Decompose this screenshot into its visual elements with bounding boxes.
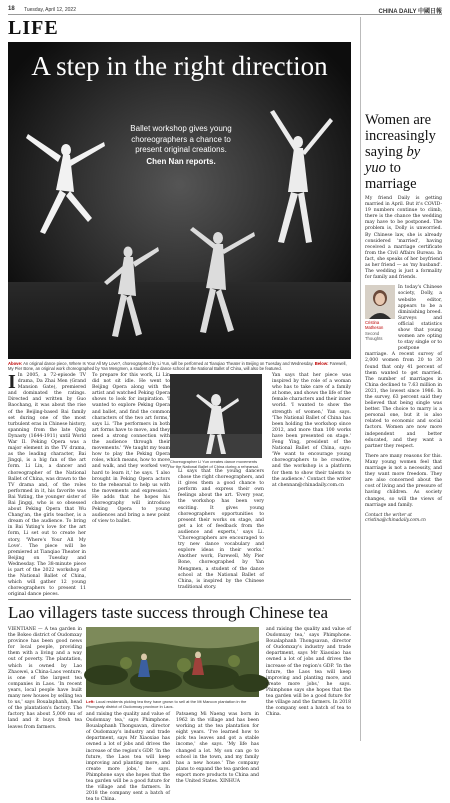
drop-cap: I	[8, 371, 16, 393]
tea-caption-text: Local residents picking tea they have grown to sell at the Mt Mancon plantation in the Phongsaly district of Oudomxay province in Laos.	[86, 699, 247, 709]
article-col4-text: Yan says that her piece was inspired by the role of a woman who has to take care of a family at home, and shows the life of the female characters and their inner world. 'I wanted to show the strength of women,' Yan says. 'The National Ballet of China has been holding the workshop since 2012, and more than 100 works have been presented on stage.' Feng Ying, president of the National Ballet of China, says: 'We want to encourage young choreographers to be creative, and the workshop is a platform for them to show their talents to the audience.' Contact the writer at chennan@chinadaily.com.cn	[272, 373, 351, 488]
caption-text-below: Farewell, My Pier Bone, an original work choreographed by Yan Mengmen, a student of the dance school at the National Ballet of China, will also be featured.	[8, 361, 347, 372]
author-name: Cristina Matheson	[365, 320, 384, 331]
section-title: LIFE	[8, 17, 59, 39]
tea-column-4	[266, 627, 351, 741]
choreographer-caption: Choreographer Li Yun creates dance movements for the National Ballet of China during a rehearsal.	[170, 459, 259, 469]
feature-deck	[126, 124, 236, 167]
tea-col4-text: and raising the quality and value of Oudomxay tea,' says Phimphone. Boualaphanh Thongsavan, director of Oudomxay's industry and trade department, says Mr Xiaoxiao has owned a lot of jobs and drives the increase of the region's GDP. 'In the future, the Laos tea will keep improving and planting more, and create more jobs,' he says. Phimphone says she hopes that the tea garden will be a good future for the village and the farmers. In 2018 the company sent a batch of tea to China.	[266, 627, 351, 718]
choreographer-illustration	[170, 374, 262, 458]
sidebar-headline	[365, 112, 442, 192]
article-col1-text: In 2005, a 72-episode TV drama, Da Zhai Men (Grand Mansion Gate), premiered and dominated the ratings. Directed and written by Guo Baochang, it was about the rise of the Beijing-based Bai family set during one of the most turbulent eras in Chinese history, spanning from the late Qing Dynasty (1644-1911) until World War II. Peking Opera was a major element in the TV drama, as the leading character, Bai Jingqi, is a big fan of the art form. Li Lin, a dancer and choreographer of the National Ballet of China, was drawn to the TV drama and, of the roles performed in it, his favorite was Bai Yuting, the younger sister of Bai Jingqi, who is so obsessed about Peking Opera that Wu Chang'an, the girls teacher, is a dream of the audience. To bring in Bai Yuting's love for the art form, Li set out to create her story, 'Where's Your All My Love'. The piece will be premiered at Tianqiao Theater in Beijing on Tuesday and Wednesday. The 38-minute piece is part of the 2022 workshop of the National Ballet of China, which will gather 12 young choreographers to present 11 original dance pieces.	[8, 373, 86, 598]
sidebar-body-block	[365, 285, 442, 450]
author-portrait-illustration	[365, 285, 395, 319]
story-divider	[8, 599, 351, 600]
tea-column-3: Patsaeng Mi Naeng was born in 1962 in the village and has been working at the tea plantation for eight years. 'I've learned how to pick tea leaves and got a stable income,' she says. 'My life has changed a lot. My son can go to school in the town, and my family has a new house.' The company plans to expand the tea garden and export more products to China and the United States. XINHUA	[176, 712, 259, 785]
author-photo	[365, 285, 395, 319]
sidebar-headline-b: by yuo	[365, 144, 421, 176]
deck-text: Ballet workshop gives young choreographers a chance to present original creations.	[130, 124, 232, 154]
choreographer-photo	[170, 374, 262, 458]
masthead: CHINA DAILY 中國日報	[378, 9, 442, 15]
sidebar-body-3: There are many reasons for this. Many young women feel that marriage is not a necessity, and they want more freedom. They are also concerned about the cost of living and the pressure of having children. As society changes, so will the views of marriage and family.	[365, 453, 442, 508]
page-header	[8, 5, 442, 15]
issue-date: Tuesday, April 12, 2022	[24, 7, 76, 13]
sidebar-headline-c: to marriage	[365, 160, 417, 192]
opinion-sidebar	[360, 17, 442, 741]
byline: Chen Nan reports.	[146, 156, 216, 166]
caption-label-below: Below:	[314, 361, 329, 366]
article-column-4	[272, 373, 351, 599]
sidebar-contact: Contact the writer at cristina@chinadaily.com.cn	[365, 512, 426, 524]
caption-text-above: An original dance piece, Where Is Your All My Love?, choreographed by Li Yun, will be performed at Tianqiao Theater in Beijing on Tuesday and Wednesday.	[23, 361, 314, 366]
page-number: 18	[8, 6, 15, 12]
tea-column-1: VIENTIANE — A tea garden in the Bokeo district of Oudomxay province has been good news for local people, providing them with a living and a way out of poverty. The plantation, which is owned by Lao Zhaowei, a China-Laos venture, is one of the largest tea companies in Laos. 'In recent years, local people have built many new houses by selling tea to us,' says Boualaphanh, head of the plantation's factory. The factory has about 5,000 mu of land and it buys fresh tea leaves from farmers.	[8, 627, 82, 730]
sidebar-headline-a: Women are increasingly saying	[365, 112, 436, 160]
article-column-2	[92, 373, 170, 599]
article-col2-text: To prepare for this work, Li Lin did not sit idle. He went to Beijing Opera along with the artist and watched Peking Opera shows to look for inspiration. 'I wanted to explore Peking Opera and ballet, and find the common characters of the two art forms,' says Li. 'The performers in both art forms have to move, and they need a strong connection with the audience through their movements.' 'We taught my team how to play the Peking Opera roles, which means, how to move and walk, and they worked very hard to learn it,' he says. 'I also brought in Peking Opera actors to the rehearsal to help us with the movements and expression.' He adds that he hopes his choreography will introduce Peking Opera to young audiences and bring a new point of view to ballet.	[92, 373, 170, 525]
article-col3-text: Li says that the young dancers chose the right choreographers, and it gives them a good chance to perform and express their own feelings about the art. 'Every year, the workshop has been very exciting. It gives young choreographers opportunities to present their works on stage, and get a lot of feedback from the audience and experts,' says Li. 'Choreographers are encouraged to try new dance vocabulary and explore ideas in their works.' Another work, Farewell, My Pier Bone, choreographed by Yan Mengmen, a student of the dance school at the National Ballet of China, is inspired by the Chinese traditional story.	[178, 469, 264, 590]
article-column-1	[8, 373, 86, 599]
tea-plantation-illustration	[86, 627, 259, 697]
feature-photo	[8, 42, 351, 359]
tea-photo	[86, 627, 259, 697]
article-column-3	[178, 469, 264, 599]
ballet-dancers-illustration	[8, 42, 351, 359]
sidebar-body-2: In today's Chinese society, Dolly, a website editor, appears to be a diminishing breed. Surveys and official statistics show that young women are opting to stay single or to postpone marriage. A recent survey of 2,000 women from 20 to 30 found that only 41 percent of them wanted to get married. The number of marriages in China declined to 7.63 million in 2021, the lowest since 1986. In the survey, 63 percent said they believed that being single was better. The choice to marry is a personal one, but it is also related to economic and social factors. Women are now more independent and better educated, and they want a partner they respect.	[365, 285, 442, 449]
tea-headline: Lao villagers taste success through Chinese tea	[8, 603, 329, 622]
feature-headline: A step in the right direction	[31, 51, 328, 81]
column-name: Second Thoughts	[365, 331, 383, 342]
caption-label-above: Above:	[8, 361, 23, 366]
tea-column-2: and raising the quality and value of Oudomxay tea,' says Phimphone. Boualaphanh Thongsavan, director of Oudomxay's industry and trade department, says Mr Xiaoxiao has owned a lot of jobs and drives the increase of the region's GDP. 'In the future, the Laos tea will keep improving and planting more, and create more jobs,' he says. Phimphone says she hopes that the tea garden will be a good future for the village and the farmers. In 2018 the company sent a batch of tea to China.	[86, 712, 170, 803]
sidebar-body-1: My friend Daily is getting married in April. But it's COVID-19 numbers continue to climb, there is the chance the wedding may have to be postponed. The problem is, Dolly is unworried. By Chinese law, she is already considered 'married', having received a marriage certificate from the Civil Affairs Bureau. In fact, she speaks of her boyfriend as her friend — as 'my husband'. The wedding is just a formality for family and friends.	[365, 196, 442, 281]
tea-photo-caption	[86, 699, 259, 709]
feature-photo-caption	[8, 361, 351, 371]
tea-caption-label: Left:	[86, 699, 95, 704]
author-block	[365, 285, 395, 345]
